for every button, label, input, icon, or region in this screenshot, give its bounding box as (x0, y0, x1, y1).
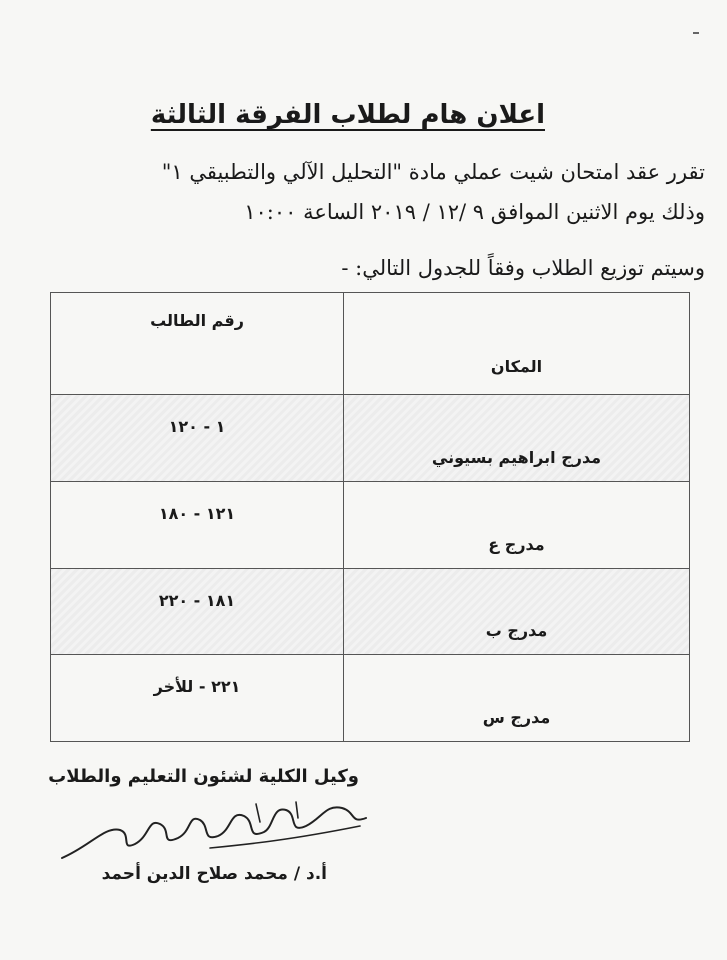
row-range: ١٨١ - ٢٢٠ (51, 568, 344, 655)
announcement-line-1: تقرر عقد امتحان شيت عملي مادة "التحليل الآلي والتطبيقي ١" (161, 160, 705, 184)
handwritten-signature (60, 796, 370, 866)
page-title: اعلان هام لطلاب الفرقة الثالثة (150, 100, 545, 130)
table-header-row (51, 293, 690, 395)
row-place: مدرج ع (344, 481, 690, 568)
table-row (51, 568, 690, 655)
row-place: مدرج ابراهيم بسيوني (344, 395, 690, 482)
row-range: ١ - ١٢٠ (51, 395, 344, 482)
distribution-table (50, 292, 690, 742)
row-place: مدرج س (344, 655, 690, 742)
signatory-title: وكيل الكلية لشئون التعليم والطلاب (48, 766, 359, 787)
announcement-line-3: وسيتم توزيع الطلاب وفقاً للجدول التالي: - (341, 256, 705, 280)
signatory-name: أ.د / محمد صلاح الدين أحمد (101, 864, 327, 884)
table-row (51, 655, 690, 742)
table-row (51, 481, 690, 568)
header-student-number: رقم الطالب (51, 293, 344, 395)
row-range: ٢٢١ - للأخر (51, 655, 344, 742)
table-row (51, 395, 690, 482)
announcement-line-2: وذلك يوم الاثنين الموافق ٩ /١٢ / ٢٠١٩ الساعة ١٠:٠٠ (244, 200, 705, 224)
row-range: ١٢١ - ١٨٠ (51, 481, 344, 568)
row-place: مدرج ب (344, 568, 690, 655)
corner-mark (693, 32, 699, 34)
header-place: المكان (344, 293, 690, 395)
